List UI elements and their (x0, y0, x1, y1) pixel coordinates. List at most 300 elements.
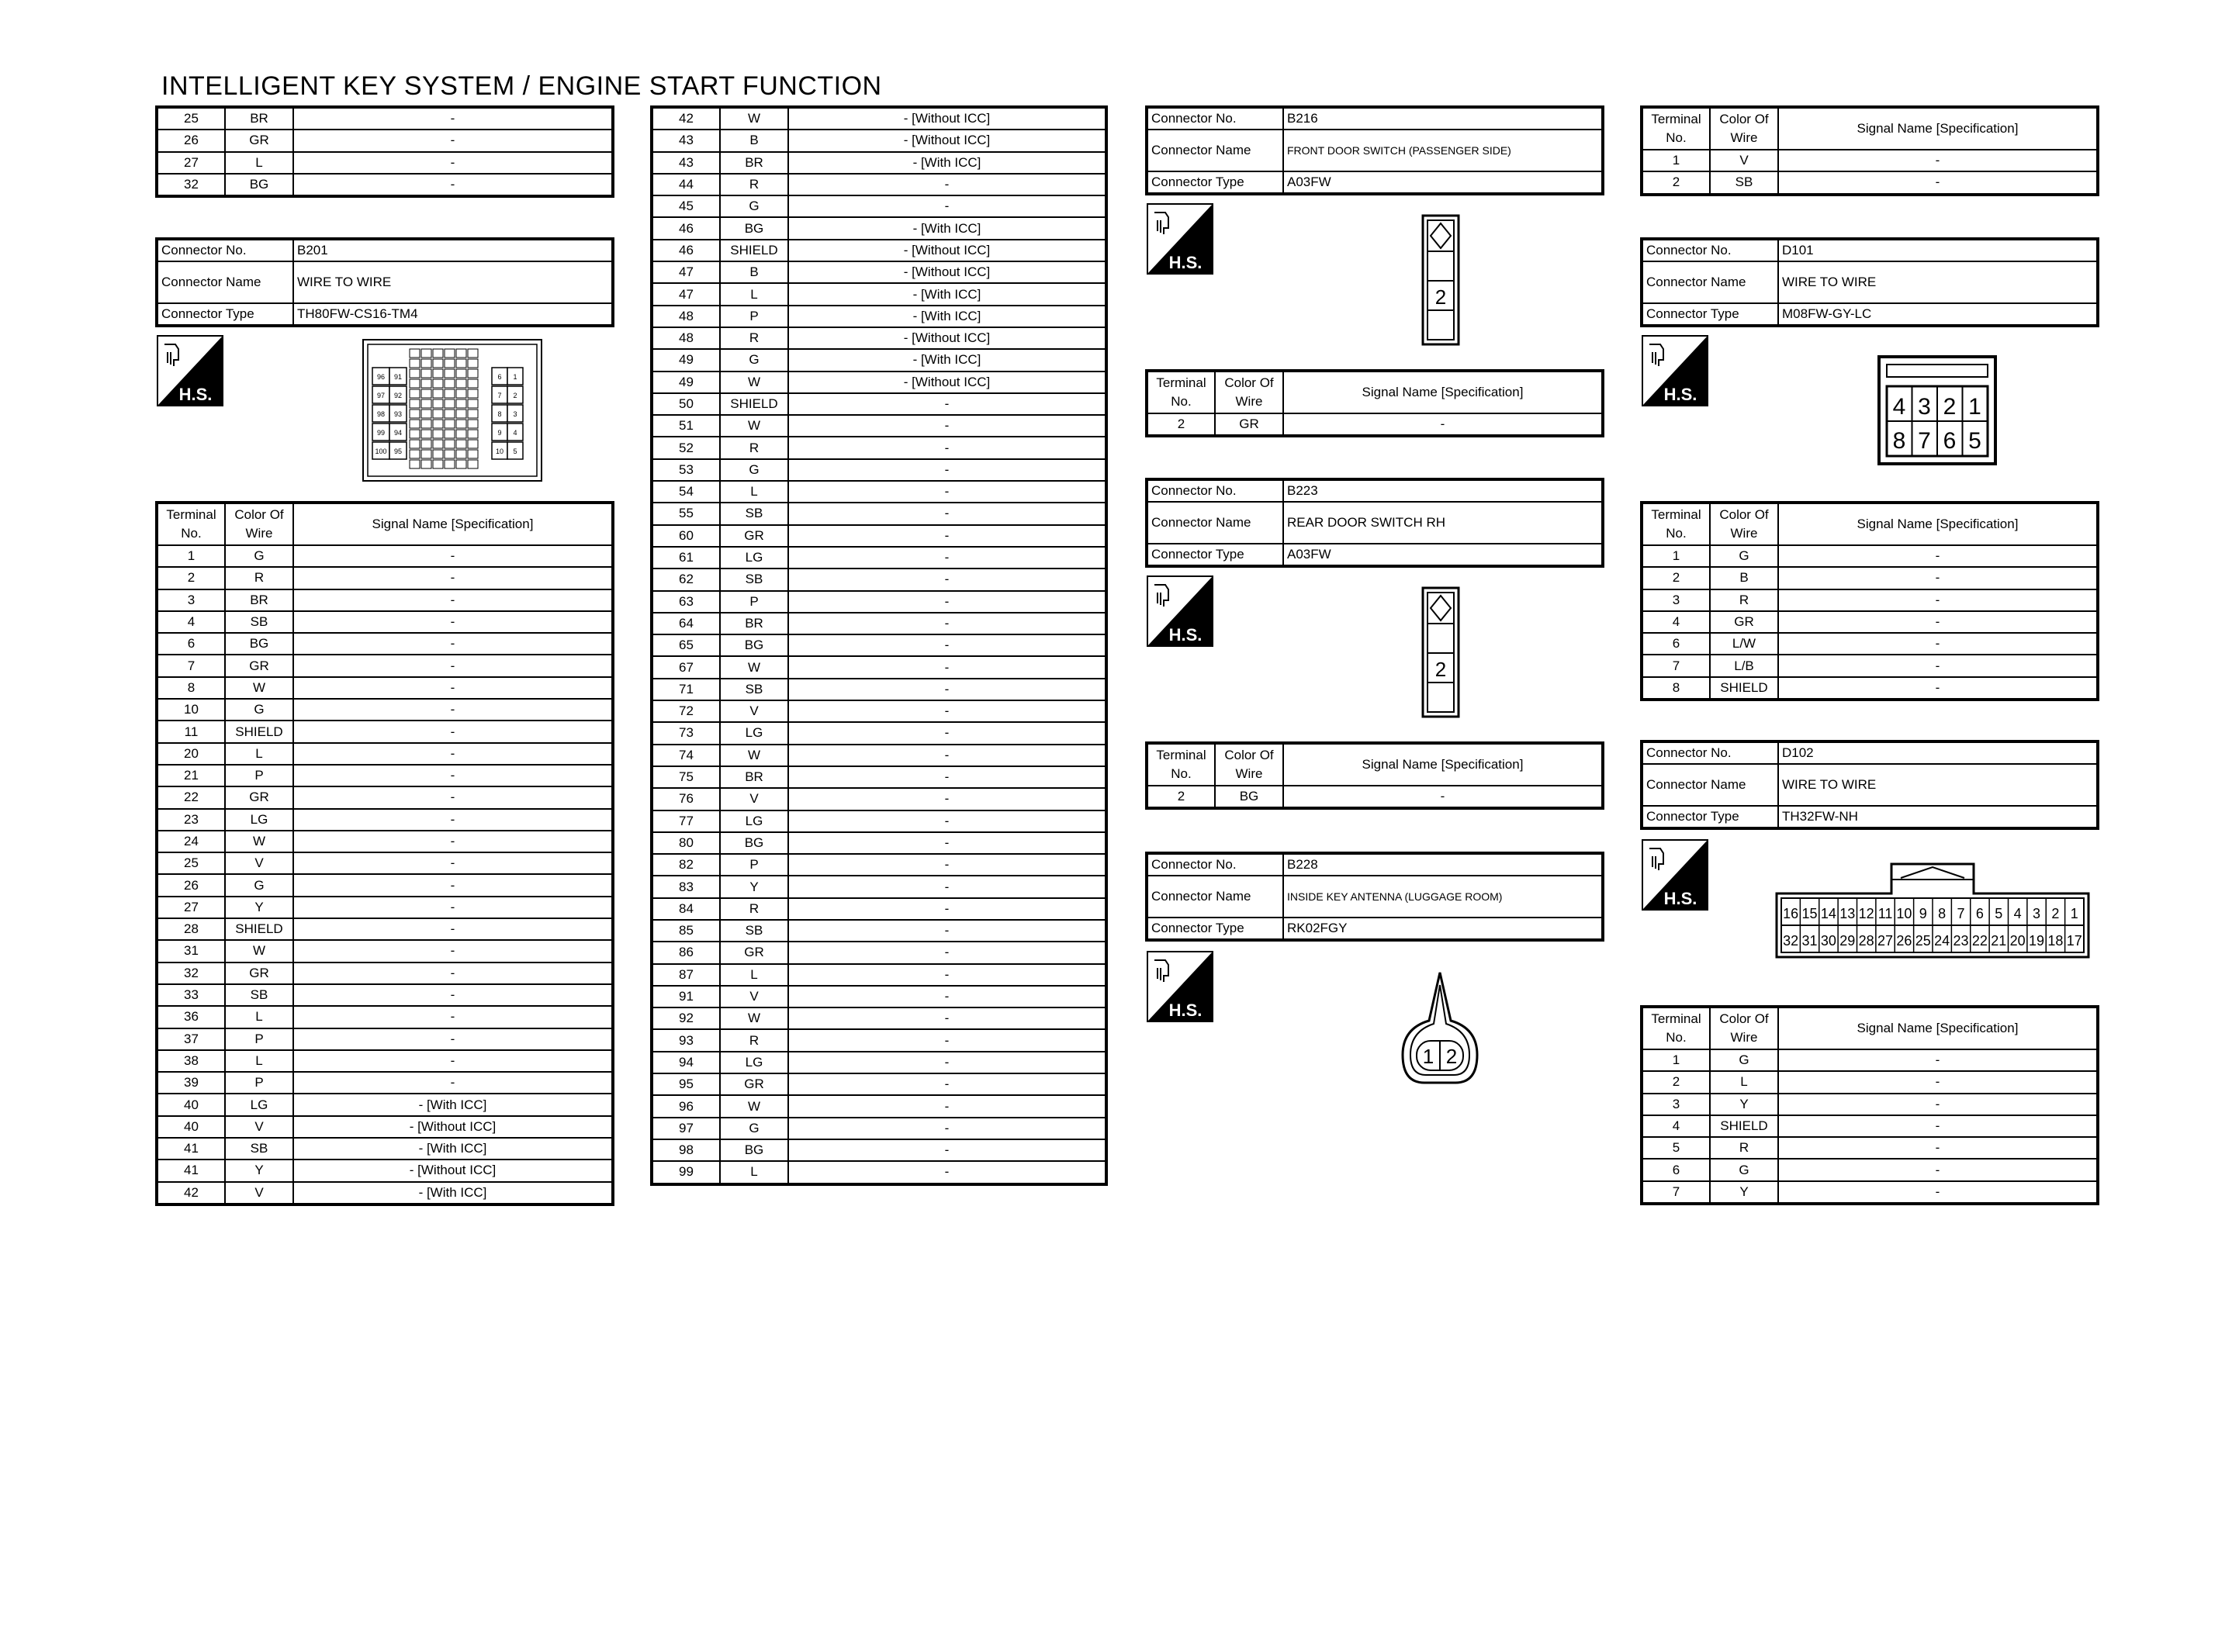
table-row (652, 591, 1106, 613)
connector-name-label: Connector Name (1642, 261, 1778, 303)
table-row (157, 1138, 613, 1160)
signal-name-cell: - (1283, 786, 1603, 808)
signal-name-cell: - (788, 437, 1106, 458)
table-row (1642, 1181, 2098, 1204)
terminal-no-header (1642, 503, 1710, 545)
d102-pin-label: 3 (2033, 906, 2041, 921)
wire-color-cell: P (720, 591, 788, 613)
terminal-no-cell: 4 (1642, 611, 1710, 633)
signal-name-cell: - [With ICC] (788, 283, 1106, 305)
color-header-line1: Color Of (1719, 507, 1769, 522)
wire-color-cell: P (225, 765, 293, 786)
terminal-no-cell: 47 (652, 261, 720, 283)
d102-terminal-table (1640, 1005, 2099, 1205)
connector-name-value: WIRE TO WIRE (1778, 764, 2098, 806)
terminal-no-cell: 76 (652, 788, 720, 810)
d102-pin-label: 10 (1896, 906, 1912, 921)
wire-color-cell: W (225, 940, 293, 962)
d102-pin-label: 15 (1801, 906, 1818, 921)
hs-icon (1147, 575, 1213, 647)
terminal-no-cell: 8 (1642, 677, 1710, 700)
wire-color-cell: GR (225, 786, 293, 808)
hs-label: H.S. (1168, 1001, 1203, 1020)
color-header (1710, 107, 1778, 150)
terminal-no-cell: 61 (652, 547, 720, 569)
terminal-no-cell: 31 (157, 940, 225, 962)
connector-type-value: TH32FW-NH (1778, 806, 2098, 828)
table-row (157, 699, 613, 721)
connector-type-label: Connector Type (1147, 171, 1283, 194)
terminal-no-cell: 41 (157, 1160, 225, 1181)
signal-name-cell: - [With ICC] (788, 306, 1106, 327)
terminal-no-cell: 86 (652, 942, 720, 963)
terminal-no-cell: 2 (1642, 1071, 1710, 1093)
signal-name-cell: - (788, 810, 1106, 832)
signal-name-cell: - (293, 963, 613, 984)
signal-name-cell: - (1778, 1094, 2098, 1115)
table-row (157, 874, 613, 896)
wire-color-cell: BR (225, 589, 293, 611)
signal-name-cell: - (788, 525, 1106, 547)
wire-color-cell: BG (1215, 786, 1283, 808)
table-row (652, 964, 1106, 986)
connector-type-value: RK02FGY (1283, 918, 1603, 940)
signal-name-cell: - (293, 1050, 613, 1072)
table-row (157, 677, 613, 699)
hs-label: H.S. (1663, 889, 1697, 908)
connector-info-b216 (1145, 105, 1604, 195)
signal-name-cell: - (1778, 1115, 2098, 1137)
table-row (157, 765, 613, 786)
b201-pin-label: 8 (497, 410, 502, 418)
terminal-no-cell: 26 (157, 874, 225, 896)
terminal-header-line1: Terminal (1651, 1011, 1701, 1026)
signal-name-cell: - (1778, 655, 2098, 676)
d102-pin-label: 5 (1995, 906, 2003, 921)
terminal-no-cell: 24 (157, 831, 225, 852)
continuation-table-top (155, 105, 614, 198)
wire-color-cell: G (720, 459, 788, 481)
table-row (652, 1139, 1106, 1161)
signal-name-cell: - (788, 1029, 1106, 1051)
terminal-no-cell: 1 (1642, 1049, 1710, 1071)
wire-color-cell: GR (225, 655, 293, 676)
terminal-no-cell: 37 (157, 1028, 225, 1050)
terminal-no-cell: 25 (157, 852, 225, 874)
table-row (1642, 633, 2098, 655)
terminal-no-header (157, 503, 225, 545)
signal-name-cell: - (788, 679, 1106, 700)
signal-name-cell: - (293, 809, 613, 831)
connector-type-value: M08FW-GY-LC (1778, 303, 2098, 326)
table-row (1642, 655, 2098, 676)
wire-color-cell: LG (720, 810, 788, 832)
wire-color-cell: L (720, 964, 788, 986)
connector-name-value: FRONT DOOR SWITCH (PASSENGER SIDE) (1283, 130, 1603, 171)
d102-pin-label: 17 (2066, 933, 2082, 949)
signal-name-cell: - (293, 852, 613, 874)
wire-color-cell: SB (720, 920, 788, 942)
wire-color-cell: W (225, 677, 293, 699)
signal-name-cell: - (293, 633, 613, 655)
b201-pin-label: 98 (376, 410, 386, 418)
wire-color-cell: GR (720, 525, 788, 547)
connector-type-label: Connector Type (1642, 303, 1778, 326)
terminal-no-cell: 7 (1642, 1181, 1710, 1204)
connector-name-value: INSIDE KEY ANTENNA (LUGGAGE ROOM) (1283, 876, 1603, 918)
terminal-header-line1: Terminal (166, 507, 216, 522)
signal-name-cell: - (788, 986, 1106, 1007)
table-row (652, 327, 1106, 349)
terminal-no-cell: 11 (157, 721, 225, 742)
wire-color-cell: SHIELD (1710, 677, 1778, 700)
terminal-no-cell: 7 (1642, 655, 1710, 676)
signal-name-cell: - [With ICC] (293, 1182, 613, 1204)
signal-name-cell: - (1778, 171, 2098, 194)
table-row (157, 1072, 613, 1094)
b228-pin-2: 2 (1445, 1045, 1458, 1068)
signal-name-cell: - (1778, 1181, 2098, 1204)
terminal-no-cell: 20 (157, 743, 225, 765)
connector-name-label: Connector Name (1147, 502, 1283, 544)
table-row (157, 152, 613, 174)
table-row (157, 633, 613, 655)
terminal-no-cell: 87 (652, 964, 720, 986)
b223-connector-diagram (1421, 586, 1460, 718)
signal-name-cell: - (293, 786, 613, 808)
table-row (652, 415, 1106, 437)
wire-color-cell: B (720, 261, 788, 283)
connector-type-label: Connector Type (1147, 544, 1283, 566)
color-header-line2: Wire (1730, 1030, 1758, 1045)
terminal-no-cell: 32 (157, 963, 225, 984)
signal-name-cell: - [With ICC] (293, 1094, 613, 1115)
d102-pin-label: 12 (1858, 906, 1874, 921)
terminal-no-cell: 97 (652, 1118, 720, 1139)
d102-pin-label: 31 (1801, 933, 1818, 949)
signal-name-cell: - (1778, 611, 2098, 633)
color-header-line2: Wire (1730, 130, 1758, 145)
table-row (157, 1006, 613, 1028)
terminal-no-cell: 95 (652, 1073, 720, 1095)
table-row (1642, 589, 2098, 611)
table-row (1642, 1115, 2098, 1137)
wire-color-cell: SB (1710, 171, 1778, 194)
terminal-no-cell: 49 (652, 349, 720, 371)
b228-pin-1: 1 (1422, 1045, 1434, 1068)
wire-color-cell: L (720, 283, 788, 305)
terminal-header-line2: No. (1171, 394, 1192, 409)
b201-pin-label: 1 (513, 373, 517, 381)
wire-color-cell: L (225, 152, 293, 174)
table-row (652, 634, 1106, 656)
table-row (652, 722, 1106, 744)
terminal-no-cell: 42 (652, 107, 720, 130)
signal-name-cell: - (1778, 1159, 2098, 1180)
continuation-table-col4 (1640, 105, 2099, 196)
b201-terminal-table (155, 501, 614, 1206)
table-row (1642, 1071, 2098, 1093)
terminal-no-cell: 47 (652, 283, 720, 305)
wire-color-cell: SB (720, 503, 788, 524)
table-row (1147, 786, 1603, 808)
terminal-no-cell: 44 (652, 174, 720, 195)
table-row (652, 876, 1106, 897)
wire-color-cell: W (720, 1095, 788, 1117)
color-header-line1: Color Of (1719, 112, 1769, 126)
b201-pin-label: 3 (513, 410, 517, 418)
terminal-no-cell: 50 (652, 393, 720, 415)
table-row (652, 920, 1106, 942)
connector-no-value: B201 (293, 239, 613, 261)
terminal-no-cell: 54 (652, 481, 720, 503)
wire-color-cell: L (225, 1050, 293, 1072)
wire-color-cell: W (720, 1007, 788, 1029)
terminal-no-cell: 10 (157, 699, 225, 721)
table-row (652, 503, 1106, 524)
table-row (652, 1007, 1106, 1029)
connector-no-label: Connector No. (1147, 853, 1283, 876)
b201-pin-label: 95 (393, 448, 403, 455)
b201-pin-label: 94 (393, 429, 403, 437)
wire-color-cell: BR (720, 152, 788, 174)
b201-pin-label: 91 (393, 373, 403, 381)
table-row (1642, 567, 2098, 589)
table-row (652, 700, 1106, 722)
terminal-no-header (1642, 1007, 1710, 1049)
wire-color-cell: Y (225, 897, 293, 918)
signal-name-cell: - (293, 699, 613, 721)
table-row (652, 349, 1106, 371)
terminal-no-cell: 71 (652, 679, 720, 700)
terminal-no-header (1147, 743, 1215, 786)
signal-name-cell: - (293, 940, 613, 962)
terminal-header-line2: No. (1666, 526, 1687, 541)
terminal-no-cell: 32 (157, 174, 225, 196)
terminal-no-cell: 27 (157, 152, 225, 174)
table-row (652, 986, 1106, 1007)
terminal-no-cell: 42 (157, 1182, 225, 1204)
table-row (652, 152, 1106, 174)
signal-name-cell: - (1778, 677, 2098, 700)
table-row (1642, 150, 2098, 171)
terminal-no-cell: 53 (652, 459, 720, 481)
wire-color-cell: P (225, 1072, 293, 1094)
wire-color-cell: B (1710, 567, 1778, 589)
signal-name-header: Signal Name [Specification] (1778, 503, 2098, 545)
table-row (157, 1094, 613, 1115)
signal-name-header: Signal Name [Specification] (293, 503, 613, 545)
wire-color-cell: V (1710, 150, 1778, 171)
wire-color-cell: L (720, 1161, 788, 1184)
terminal-no-cell: 4 (1642, 1115, 1710, 1137)
d101-pin-label: 7 (1918, 428, 1931, 454)
signal-name-cell: - (788, 195, 1106, 217)
d102-pin-label: 19 (2029, 933, 2045, 949)
signal-name-cell: - (1778, 567, 2098, 589)
connector-info-b223 (1145, 478, 1604, 568)
terminal-no-cell: 46 (652, 240, 720, 261)
wire-color-cell: G (1710, 545, 1778, 567)
table-row (157, 918, 613, 940)
signal-name-cell: - (788, 634, 1106, 656)
table-row (1642, 171, 2098, 194)
wire-color-cell: GR (1215, 413, 1283, 436)
d101-connector-diagram (1877, 355, 1997, 465)
wire-color-cell: L/B (1710, 655, 1778, 676)
table-row (652, 656, 1106, 678)
terminal-header-line2: No. (1666, 1030, 1687, 1045)
b201-pin-label: 7 (497, 392, 502, 399)
wire-color-cell: BR (720, 766, 788, 788)
wire-color-cell: G (720, 349, 788, 371)
terminal-no-cell: 23 (157, 809, 225, 831)
d102-pin-label: 14 (1820, 906, 1836, 921)
signal-name-cell: - (293, 765, 613, 786)
continued-terminal-table (650, 105, 1108, 1186)
b201-pin-label: 99 (376, 429, 386, 437)
table-row (652, 107, 1106, 130)
wire-color-cell: BR (225, 107, 293, 130)
signal-name-cell: - (293, 918, 613, 940)
d101-pin-label: 6 (1943, 428, 1957, 454)
b201-pin-label: 5 (513, 448, 517, 455)
color-header-line2: Wire (1730, 526, 1758, 541)
wire-color-cell: G (225, 545, 293, 567)
terminal-no-cell: 60 (652, 525, 720, 547)
connector-info-b201 (155, 237, 614, 327)
wire-color-cell: L/W (1710, 633, 1778, 655)
table-row (652, 942, 1106, 963)
signal-name-cell: - (293, 831, 613, 852)
terminal-no-cell: 36 (157, 1006, 225, 1028)
color-header-line1: Color Of (1224, 748, 1274, 762)
terminal-no-cell: 51 (652, 415, 720, 437)
wire-color-cell: Y (225, 1160, 293, 1181)
terminal-no-cell: 65 (652, 634, 720, 656)
hs-icon (1642, 839, 1708, 911)
wire-color-cell: G (720, 1118, 788, 1139)
signal-name-cell: - (788, 613, 1106, 634)
d102-pin-label: 6 (1975, 906, 1984, 921)
table-row (652, 240, 1106, 261)
signal-name-cell: - (293, 743, 613, 765)
table-row (157, 897, 613, 918)
wire-color-cell: LG (225, 809, 293, 831)
connector-no-label: Connector No. (1147, 479, 1283, 502)
connector-name-label: Connector Name (1642, 764, 1778, 806)
b201-pin-label: 97 (376, 392, 386, 399)
terminal-no-cell: 6 (1642, 1159, 1710, 1180)
terminal-no-cell: 77 (652, 810, 720, 832)
wire-color-cell: V (225, 852, 293, 874)
terminal-no-cell: 2 (157, 567, 225, 589)
terminal-no-cell: 2 (1642, 567, 1710, 589)
table-row (157, 1160, 613, 1181)
signal-name-cell: - (293, 1072, 613, 1094)
b216-pin-2: 2 (1434, 285, 1447, 309)
d102-pin-label: 26 (1896, 933, 1912, 949)
terminal-no-cell: 26 (157, 130, 225, 151)
terminal-no-cell: 22 (157, 786, 225, 808)
table-row (652, 283, 1106, 305)
wire-color-cell: R (225, 567, 293, 589)
terminal-no-cell: 2 (1147, 786, 1215, 808)
b201-pin-label: 96 (376, 373, 386, 381)
terminal-no-cell: 27 (157, 897, 225, 918)
signal-name-cell: - (788, 1007, 1106, 1029)
signal-name-cell: - (293, 984, 613, 1006)
terminal-header-line2: No. (1171, 766, 1192, 781)
hs-icon (1642, 335, 1708, 406)
terminal-no-cell: 21 (157, 765, 225, 786)
b216-terminal-table (1145, 369, 1604, 437)
signal-name-cell: - (293, 1028, 613, 1050)
wire-color-cell: LG (720, 1052, 788, 1073)
signal-name-cell: - [With ICC] (788, 217, 1106, 239)
signal-name-cell: - (293, 721, 613, 742)
terminal-no-cell: 8 (157, 677, 225, 699)
d102-pin-label: 16 (1783, 906, 1799, 921)
table-row (652, 788, 1106, 810)
b201-pin-label: 93 (393, 410, 403, 418)
signal-name-cell: - (788, 1139, 1106, 1161)
wire-color-cell: BG (225, 174, 293, 196)
table-row (157, 655, 613, 676)
signal-name-cell: - (788, 700, 1106, 722)
signal-name-cell: - [Without ICC] (788, 107, 1106, 130)
signal-name-cell: - (788, 481, 1106, 503)
terminal-no-cell: 49 (652, 372, 720, 393)
terminal-no-cell: 6 (157, 633, 225, 655)
connector-no-value: D102 (1778, 741, 2098, 764)
wire-color-cell: Y (720, 876, 788, 897)
signal-name-cell: - (293, 677, 613, 699)
terminal-no-cell: 1 (1642, 150, 1710, 171)
signal-name-cell: - (293, 545, 613, 567)
signal-name-cell: - (293, 130, 613, 151)
table-row (652, 854, 1106, 876)
d102-pin-label: 24 (1934, 933, 1950, 949)
terminal-no-cell: 83 (652, 876, 720, 897)
wire-color-cell: W (720, 107, 788, 130)
signal-name-cell: - (788, 1118, 1106, 1139)
signal-name-cell: - [Without ICC] (293, 1160, 613, 1181)
wire-color-cell: GR (1710, 611, 1778, 633)
hs-icon (1147, 951, 1213, 1022)
hs-label: H.S. (1168, 625, 1203, 645)
table-row (652, 679, 1106, 700)
terminal-no-cell: 73 (652, 722, 720, 744)
table-row (652, 525, 1106, 547)
d102-pin-label: 28 (1858, 933, 1874, 949)
connector-name-label: Connector Name (157, 261, 293, 303)
d102-pin-label: 20 (2009, 933, 2026, 949)
table-row (157, 940, 613, 962)
signal-name-cell: - (788, 547, 1106, 569)
b201-pin-label: 2 (513, 392, 517, 399)
signal-name-cell: - (788, 1161, 1106, 1184)
wire-color-cell: G (720, 195, 788, 217)
signal-name-cell: - (788, 920, 1106, 942)
terminal-no-cell: 74 (652, 745, 720, 766)
connector-info-d102 (1640, 740, 2099, 830)
terminal-no-header (1642, 107, 1710, 150)
connector-type-value: A03FW (1283, 544, 1603, 566)
terminal-no-cell: 64 (652, 613, 720, 634)
terminal-no-cell: 84 (652, 898, 720, 920)
terminal-no-cell: 33 (157, 984, 225, 1006)
